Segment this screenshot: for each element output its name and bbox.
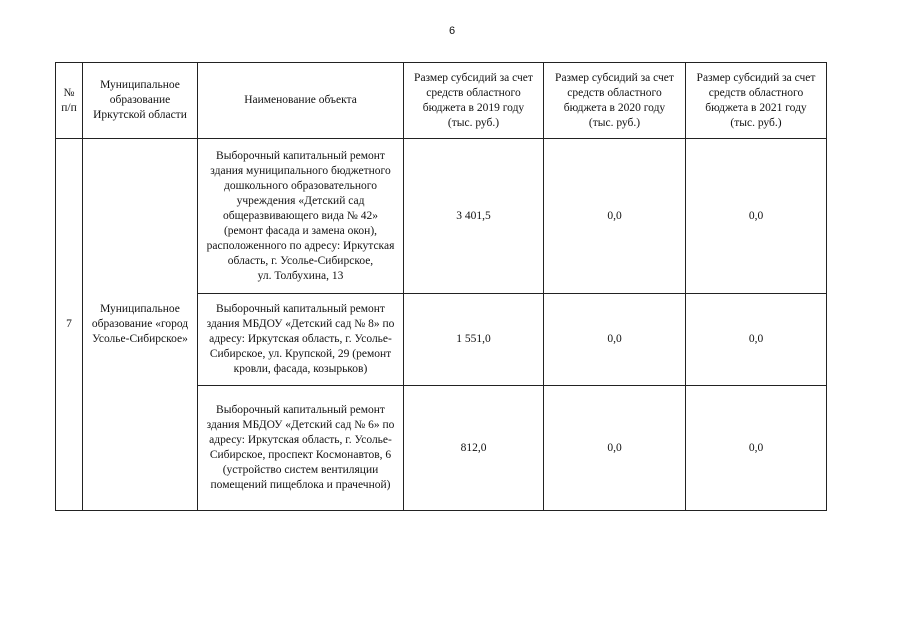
subsidy-2021-value: 0,0 (686, 139, 827, 294)
object-name: Выборочный капитальный ремонт здания муниципального бюджетного дошкольного образовательного учреждения «Детский сад общеразвивающего вида № 42» (ремонт фасада и замена окон), расположенного по адресу: Иркутская область, г. Усолье-Сибирское, ул. Толбухина, 13 (198, 139, 404, 294)
header-object: Наименование объекта (198, 63, 404, 139)
subsidy-2020-value: 0,0 (544, 294, 686, 386)
header-num: № п/п (56, 63, 83, 139)
object-name: Выборочный капитальный ремонт здания МБДОУ «Детский сад № 8» по адресу: Иркутская область, г. Усолье- Сибирское, ул. Крупской, 29 (ремонт кровли, фасада, козырьков) (198, 294, 404, 386)
subsidy-2019-value: 1 551,0 (404, 294, 544, 386)
table-row (56, 139, 827, 294)
header-row (56, 63, 827, 139)
page-number: 6 (448, 25, 456, 37)
subsidy-2021-value: 0,0 (686, 294, 827, 386)
subsidy-2019-value: 3 401,5 (404, 139, 544, 294)
row-number: 7 (56, 139, 83, 511)
municipality-cell: Муниципальное образование «город Усолье-Сибирское» (83, 139, 198, 511)
subsidy-table (55, 62, 827, 511)
subsidy-2020-value: 0,0 (544, 139, 686, 294)
subsidy-2020-value: 0,0 (544, 386, 686, 511)
header-subsidy-2021: Размер субсидий за счет средств областного бюджета в 2021 году (тыс. руб.) (686, 63, 827, 139)
object-name: Выборочный капитальный ремонт здания МБДОУ «Детский сад № 6» по адресу: Иркутская область, г. Усолье- Сибирское, проспект Космонавтов, 6 (устройство систем вентиляции помещений пищеблока и прачечной) (198, 386, 404, 511)
header-subsidy-2019: Размер субсидий за счет средств областного бюджета в 2019 году (тыс. руб.) (404, 63, 544, 139)
subsidy-2019-value: 812,0 (404, 386, 544, 511)
header-subsidy-2020: Размер субсидий за счет средств областного бюджета в 2020 году (тыс. руб.) (544, 63, 686, 139)
header-municipality: Муниципальное образование Иркутской области (83, 63, 198, 139)
subsidy-2021-value: 0,0 (686, 386, 827, 511)
